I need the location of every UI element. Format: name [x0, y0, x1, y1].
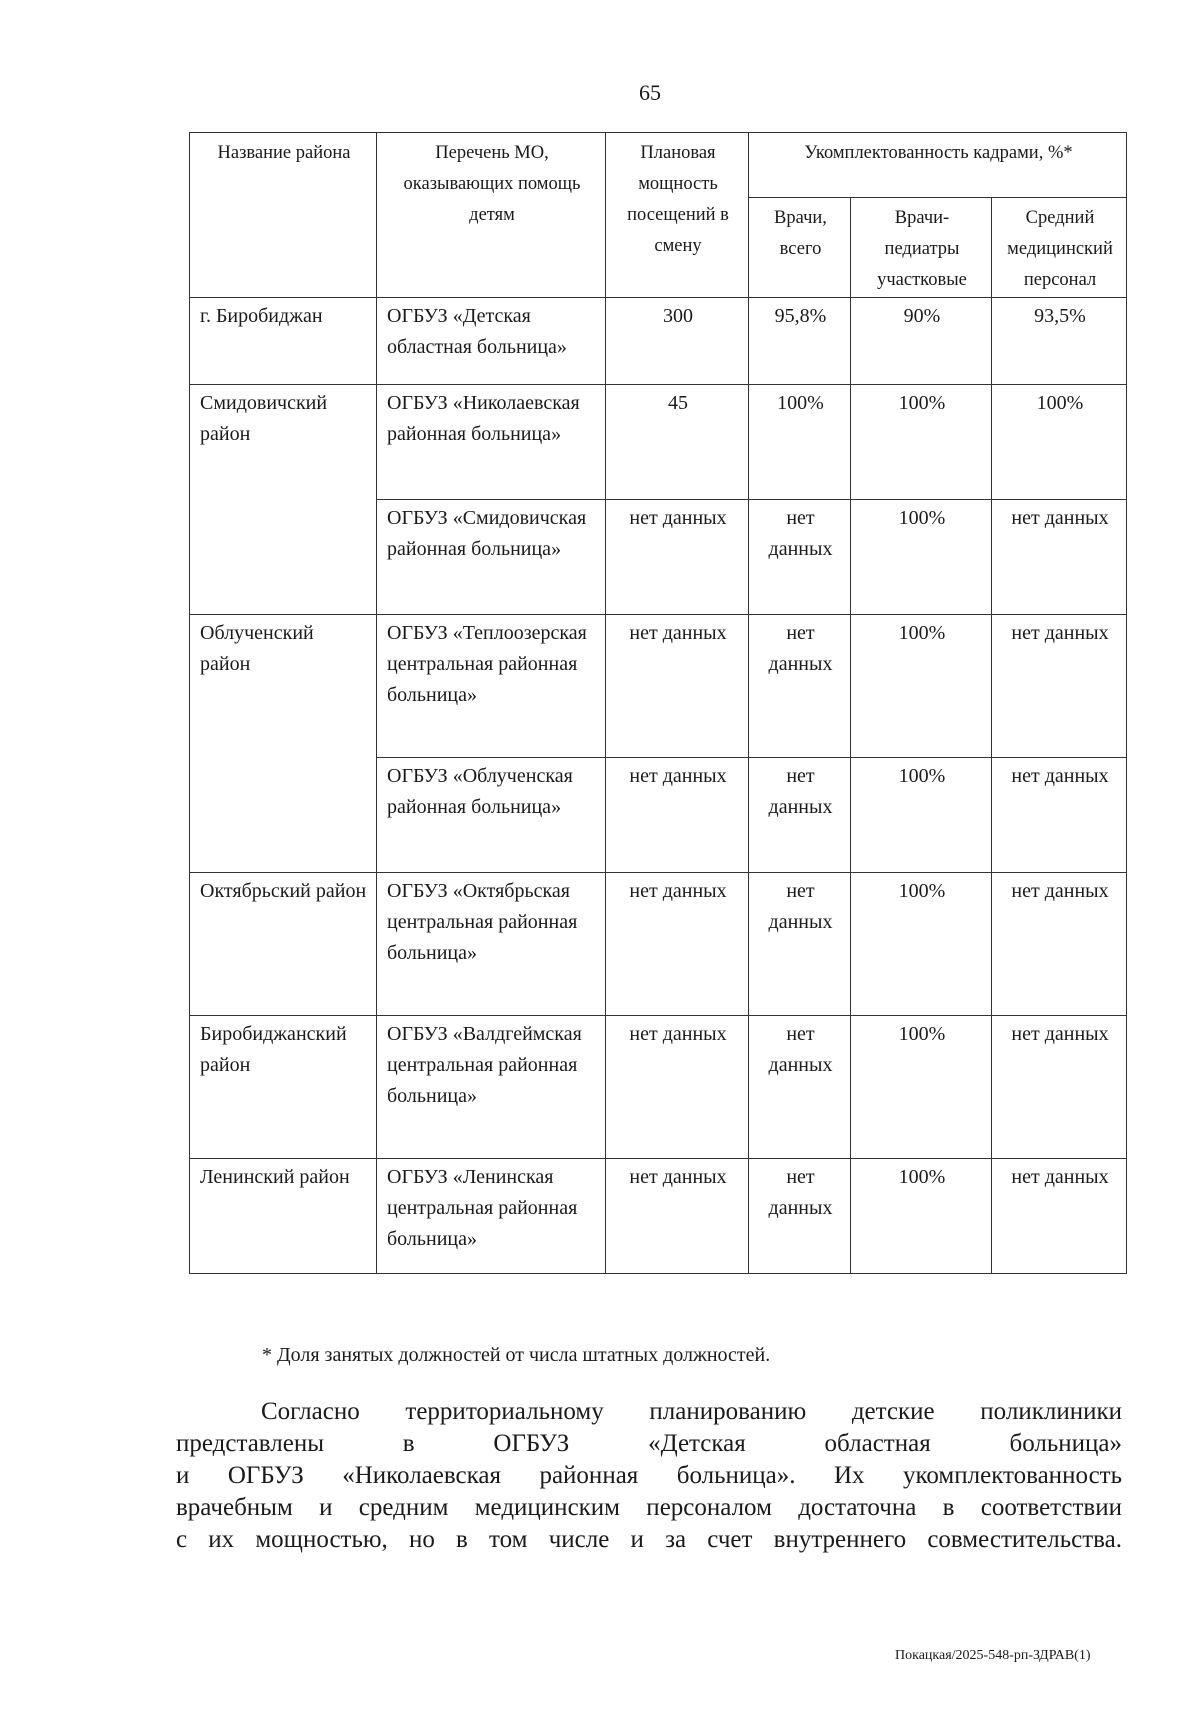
cell-district: Октябрьский район [190, 873, 377, 1016]
cell-nurses: нет данных [992, 758, 1127, 873]
cell-district: Биробиджанский район [190, 1016, 377, 1159]
cell-pediatricians: 100% [851, 1159, 992, 1274]
cell-capacity: 45 [606, 385, 749, 500]
cell-doctors: нет данных [749, 873, 851, 1016]
header-staffing-group: Укомплектованность кадрами, %* [749, 133, 1127, 198]
cell-doctors: нет данных [749, 1159, 851, 1274]
cell-nurses: нет данных [992, 1016, 1127, 1159]
cell-doctors: нет данных [749, 615, 851, 758]
table-row [190, 1159, 1127, 1274]
cell-capacity: нет данных [606, 758, 749, 873]
table-header-row [190, 133, 1127, 198]
table-row [190, 298, 1127, 385]
cell-capacity: нет данных [606, 873, 749, 1016]
paragraph-line: с их мощностью, но в том числе и за счет внутреннего совместительства. [176, 1526, 1122, 1553]
cell-mo: ОГБУЗ «Теплоозерская центральная районная больница» [377, 615, 606, 758]
table-row [190, 385, 1127, 500]
cell-pediatricians: 100% [851, 1016, 992, 1159]
cell-capacity: нет данных [606, 1159, 749, 1274]
header-nurses: Средний медицинский персонал [992, 198, 1127, 298]
header-capacity: Плановая мощность посещений в смену [606, 133, 749, 298]
table-row [190, 1016, 1127, 1159]
cell-mo: ОГБУЗ «Смидовичская районная больница» [377, 500, 606, 615]
cell-doctors: нет данных [749, 1016, 851, 1159]
cell-mo: ОГБУЗ «Облученская районная больница» [377, 758, 606, 873]
cell-pediatricians: 100% [851, 758, 992, 873]
body-paragraph [176, 1396, 1122, 1556]
document-id: Покацкая/2025-548-рп-ЗДРАВ(1) [895, 1648, 1091, 1663]
cell-mo: ОГБУЗ «Николаевская районная больница» [377, 385, 606, 500]
paragraph-line: и ОГБУЗ «Николаевская районная больница». Их укомплектованность [176, 1462, 1122, 1489]
header-pediatricians: Врачи-педиатры участковые [851, 198, 992, 298]
cell-district: г. Биробиджан [190, 298, 377, 385]
cell-capacity: нет данных [606, 1016, 749, 1159]
cell-pediatricians: 100% [851, 385, 992, 500]
cell-nurses: нет данных [992, 615, 1127, 758]
paragraph-line: врачебным и средним медицинским персоналом достаточна в соответствии [176, 1494, 1122, 1521]
cell-doctors: 100% [749, 385, 851, 500]
cell-nurses: нет данных [992, 500, 1127, 615]
staffing-table [189, 132, 1127, 1274]
table-footnote: * Доля занятых должностей от числа штатных должностей. [262, 1344, 771, 1366]
header-mo-list: Перечень МО, оказывающих помощь детям [377, 133, 606, 298]
cell-district: Смидовичский район [190, 385, 377, 615]
cell-district: Облученский район [190, 615, 377, 873]
cell-doctors: нет данных [749, 500, 851, 615]
cell-pediatricians: 100% [851, 500, 992, 615]
paragraph-line: представлены в ОГБУЗ «Детская областная больница» [176, 1430, 1122, 1457]
cell-pediatricians: 90% [851, 298, 992, 385]
header-doctors-total: Врачи, всего [749, 198, 851, 298]
cell-nurses: нет данных [992, 1159, 1127, 1274]
cell-mo: ОГБУЗ «Октябрьская центральная районная больница» [377, 873, 606, 1016]
cell-capacity: нет данных [606, 615, 749, 758]
table-row [190, 873, 1127, 1016]
cell-capacity: 300 [606, 298, 749, 385]
cell-nurses: 93,5% [992, 298, 1127, 385]
cell-pediatricians: 100% [851, 873, 992, 1016]
header-district: Название района [190, 133, 377, 298]
cell-doctors: нет данных [749, 758, 851, 873]
cell-mo: ОГБУЗ «Детская областная больница» [377, 298, 606, 385]
cell-district: Ленинский район [190, 1159, 377, 1274]
cell-doctors: 95,8% [749, 298, 851, 385]
cell-nurses: 100% [992, 385, 1127, 500]
paragraph-line: Согласно территориальному планированию детские поликлиники [261, 1398, 1122, 1425]
cell-pediatricians: 100% [851, 615, 992, 758]
cell-mo: ОГБУЗ «Ленинская центральная районная больница» [377, 1159, 606, 1274]
cell-nurses: нет данных [992, 873, 1127, 1016]
table-row [190, 615, 1127, 758]
cell-mo: ОГБУЗ «Валдгеймская центральная районная больница» [377, 1016, 606, 1159]
cell-capacity: нет данных [606, 500, 749, 615]
page-number: 65 [639, 80, 661, 105]
